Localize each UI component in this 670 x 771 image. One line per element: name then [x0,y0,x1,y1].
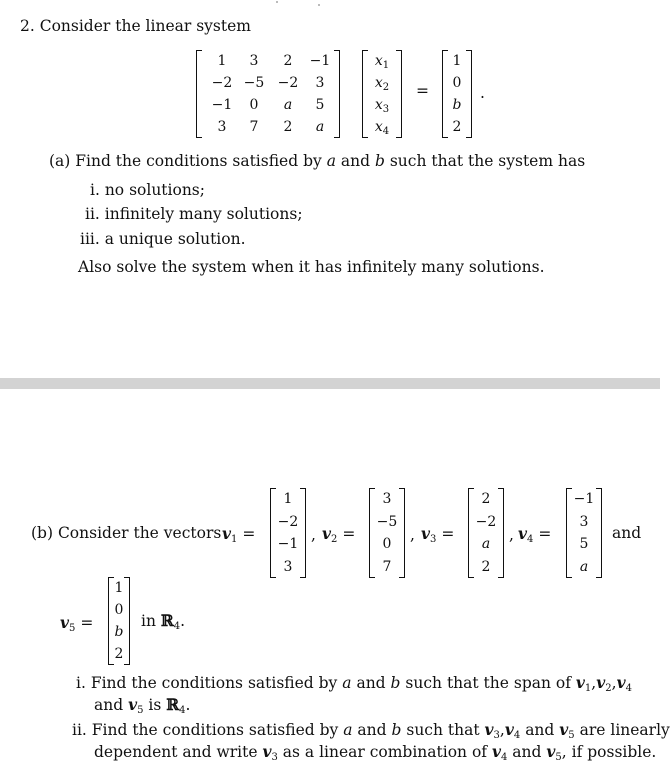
comma: , [410,526,415,544]
rhs-entry: b [452,97,462,113]
vector-entry: −1 [573,491,595,507]
also-solve-text: Also solve the system when it has infinitely many solutions. [78,258,545,276]
matrix-entry: 2 [283,53,293,69]
vector-entry: a [481,536,491,552]
item-b-ii-line1: ii. Find the conditions satisfied by a and b such that $v_3,v_4$ and $v_5$ are linearly [72,720,670,741]
vector-entry: 3 [382,491,392,507]
rhs-entry: 1 [452,53,462,69]
comma: , [509,526,514,544]
unknown-entry: $x_3$ [374,97,390,115]
hairline-dot [318,4,320,6]
item-no-solutions: i. no solutions; [90,181,205,199]
v3-label: $v_3$ = [421,524,455,545]
vector-entry: a [579,558,589,575]
vector-v5 [108,577,130,665]
comma: , [311,526,316,544]
vector-entry: 3 [579,513,589,530]
vector-entry: 2 [481,558,491,575]
and-word: and [612,524,642,542]
vector-v1 [270,488,306,578]
vector-entry: 1 [114,580,124,596]
rhs-entry: 0 [452,75,462,91]
matrix-entry: 3 [249,53,259,69]
item-infinite-solutions: ii. infinitely many solutions; [85,205,303,223]
item-b-ii-line2: dependent and write $v_3$ as a linear combination of $v_4$ and $v_5$, if possible. [94,742,657,763]
vector-entry: b [114,624,124,640]
vector-entry: 2 [114,646,124,662]
vector-entry: −1 [277,536,299,552]
v1-label: $v_1$ = [222,524,256,545]
unknown-entry: $x_1$ [374,53,390,71]
vector-entry: 2 [481,491,491,507]
v5-label: $v_5$ = [60,613,94,634]
vector-entry: −5 [376,513,398,530]
vector-v3 [468,488,504,578]
unknowns-vector [362,50,402,138]
matrix-entry: a [315,119,325,135]
vector-entry: 7 [382,558,392,575]
vector-v2 [369,488,405,578]
vector-v4 [566,488,602,578]
matrix-entry: −2 [211,75,233,91]
matrix-entry: 5 [315,97,325,113]
matrix-entry: −5 [243,75,265,91]
v2-label: $v_2$ = [322,524,356,545]
rhs-entry: 2 [452,119,462,135]
vector-entry: −2 [277,513,299,530]
vector-entry: −2 [475,513,497,530]
matrix-entry: 3 [315,75,325,91]
vector-entry: 1 [283,491,293,507]
item-b-i-line2: and $v_5$ is ℝ$_4$. [94,695,191,716]
problem-heading: 2. Consider the linear system [20,17,251,35]
system-period: . [480,84,485,102]
item-b-i-line1: i. Find the conditions satisfied by a and b such that the span of $v_1,v_2,v_4$ [76,673,632,694]
matrix-entry: 1 [217,53,227,69]
rhs-vector [442,50,472,138]
equals-sign: = [416,82,429,100]
vector-entry: 0 [382,536,392,552]
matrix-entry: 0 [249,97,259,113]
matrix-entry: −1 [309,53,331,69]
matrix-entry: a [283,97,293,113]
matrix-entry: −1 [211,97,233,113]
hairline-dot [276,1,278,3]
vector-entry: 5 [579,536,589,552]
matrix-entry: 3 [217,119,227,135]
matrix-entry: 7 [249,119,259,135]
matrix-entry: −2 [277,75,299,91]
unknown-entry: $x_2$ [374,75,390,93]
coefficient-matrix [196,50,340,138]
v4-label: $v_4$ = [518,524,552,545]
space-r4: in ℝ$_4$. [141,611,186,632]
question-b-intro: (b) Consider the vectors [31,524,222,542]
matrix-entry: 2 [283,119,293,135]
card-divider [0,378,660,389]
question-a-text: (a) Find the conditions satisfied by a and b such that the system has [49,152,586,170]
item-unique-solution: iii. a unique solution. [80,230,246,248]
unknown-entry: $x_4$ [374,119,390,137]
vector-entry: 3 [283,558,293,575]
vector-entry: 0 [114,602,124,618]
